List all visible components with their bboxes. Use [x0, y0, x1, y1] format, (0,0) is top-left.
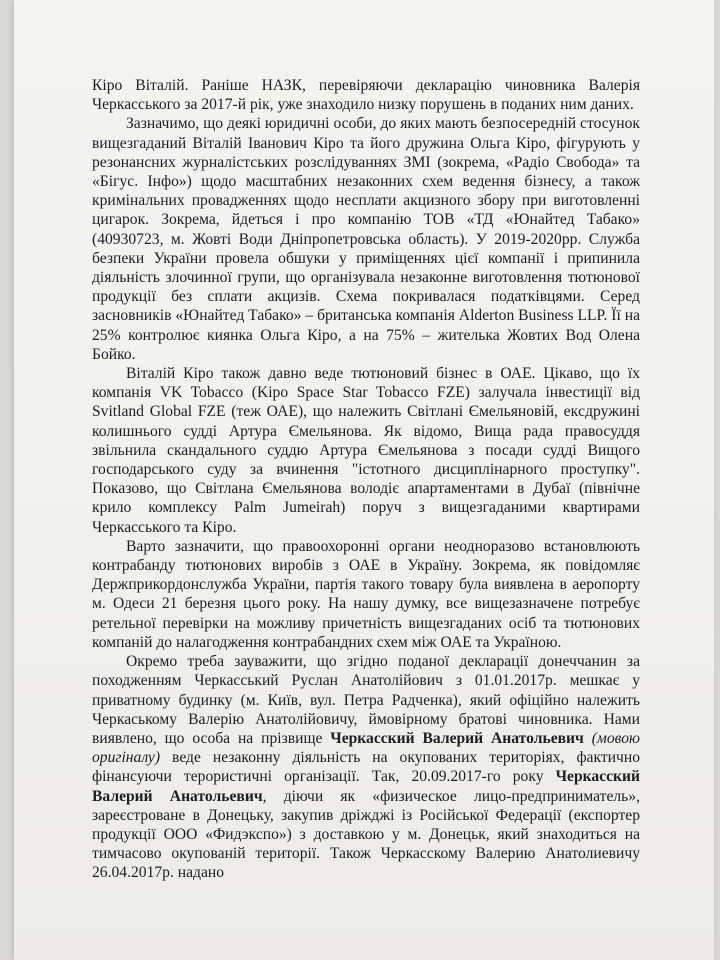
paragraph-text: Окремо треба зауважити, що згідно поданої декларації донеччанин за походженням Черкасський Руслан Анатолійович з 01.01.2017р. мешкає у приватному будинку (м. Київ, вул. Петра Радченка), який офіційно належить Черкаському Валерію Анатолійовичу, ймовірному братові чиновника. Нами виявлено, що особа на прізвище	[92, 653, 640, 747]
paragraph-text: Віталій Кіро також давно веде тютюновий бізнес в ОАЕ. Цікаво, що їх компанія VK Tobacco (Kipo Space Star Tobacco FZE) залучала інвестиції від Svitland Global FZE (теж ОАЕ), що належить Світлані Ємельяновій, екcдружині колишнього судді Артура Ємельянова. Як відомо, Вища рада правосуддя звільнила скандального суддю Артура Ємельянова з посади судді Вищого господарського суду за вчинення "істотного дисциплінарного проступку". Показово, що Світлана Ємельянова володіє апартаментами в Дубаї (північне крило комплексу Palm Jumeirah) поруч з вищезгаданими квартирами Черкасського та Кіро.	[92, 365, 640, 536]
paragraph	[92, 114, 640, 364]
bold-name: Черкасский Валерий Анатольевич	[92, 768, 640, 805]
paragraph	[92, 537, 640, 652]
paragraph-text: веде незаконну діяльність на окупованих територіях, фактично фінансуючи терористичні організації. Так, 20.09.2017-го року	[92, 749, 640, 786]
paragraph	[92, 76, 640, 114]
paragraph	[92, 652, 640, 882]
paragraph-text	[584, 730, 592, 747]
paragraph	[92, 364, 640, 537]
document-page	[14, 0, 714, 960]
paragraph-text: Зазначимо, що деякі юридичні особи, до яких мають безпосередній стосунок вищезгаданий Віталій Іванович Кіро та його дружина Ольга Кіро, фігурують у резонансних журналістських розслідуваннях ЗМІ (зокрема, «Радіо Свобода» та «Бігус. Інфо») щодо масштабних незаконних схем ведення бізнесу, а також кримінальних провадженнях щодо несплати акцизного збору при виготовленні цигарок. Зокрема, йдеться і про компанію ТОВ «ТД «Юнайтед Табако» (40930723, м. Жовті Води Дніпропетровська область). У 2019-2020рр. Служба безпеки України провела обшуки у приміщеннях цієї компанії і припинила діяльність злочинної групи, що організувала незаконне виготовлення тютюнової продукції без сплати акцизів. Схема покривалася податківцями. Серед засновників «Юнайтед Табако» – британська компанія Alderton Business LLP. Її на 25% контролює киянка Ольга Кіро, а на 75% – жителька Жовтих Вод Олена Бойко.	[92, 115, 640, 363]
paragraph-text: Кіро Віталій. Раніше НАЗК, перевіряючи декларацію чиновника Валерія Черкасського за 2017-й рік, уже знаходило низку порушень в поданих ним даних.	[92, 77, 640, 114]
italic-note: (мовою оригіналу)	[92, 729, 640, 767]
bold-name: Черкасский Валерий Анатольевич	[330, 729, 584, 747]
paragraph-text: Варто зазначити, що правоохоронні органи неодноразово встановлюють контрабанду тютюнових виробів з ОАЕ в Україну. Зокрема, як повідомляє Держприкордонслужба України, партія такого товару була виявлена в аеропорту м. Одеси 21 березня цього року. На нашу думку, все вищезазначене потребує ретельної перевірки на можливу причетність вищезгаданих осіб та тютюнових компаній до налагодження контрабандних схем між ОАЕ та Україною.	[92, 537, 640, 651]
document-body	[92, 76, 640, 883]
paragraph-text: , діючи як «физическое лицо-предприниматель», зареєстроване в Донецьку, закупив дріжджі із Російської Федерації (експортер продукції ООО «Фидэкспо») з доставкою у м. Донецьк, який знаходиться на тимчасово окупованій території. Також Черкасскому Валерию Анатолиевичу 26.04.2017р. надано	[92, 787, 640, 882]
